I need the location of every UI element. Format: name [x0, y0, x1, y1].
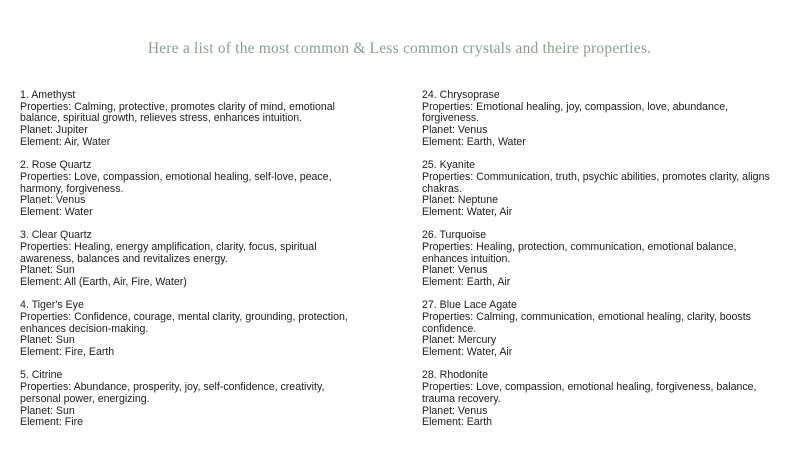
crystal-entry-citrine [20, 370, 360, 429]
crystal-entry-amethyst [20, 90, 360, 149]
crystal-properties: Properties: Emotional healing, joy, compassion, love, abundance, forgiveness. [422, 100, 729, 125]
crystal-properties: Properties: Love, compassion, emotional healing, self-love, peace, harmony, forgiveness. [20, 170, 332, 195]
crystal-element: Element: Fire [20, 416, 83, 429]
crystal-name: 25. Kyanite [422, 159, 476, 172]
crystal-name: 5. Citrine [20, 369, 63, 382]
crystal-name: 24. Chrysoprase [422, 89, 500, 101]
crystal-name: 2. Rose Quartz [20, 159, 92, 172]
crystal-planet: Planet: Venus [422, 264, 488, 277]
crystal-properties: Properties: Calming, protective, promotes clarity of mind, emotional balance, spiritual growth, relieves stress, enhances intuition. [20, 100, 335, 125]
left-column [20, 90, 360, 441]
crystal-name: 28. Rhodonite [422, 369, 488, 382]
crystal-planet: Planet: Sun [20, 334, 75, 347]
crystal-planet: Planet: Sun [20, 404, 75, 417]
crystal-entry-kyanite [422, 160, 782, 219]
crystal-name: 1. Amethyst [20, 89, 76, 101]
crystal-planet: Planet: Mercury [422, 334, 497, 347]
crystal-properties: Properties: Healing, energy amplification, clarity, focus, spiritual awareness, balances and revitalizes energy. [20, 240, 317, 265]
crystal-planet: Planet: Venus [422, 124, 488, 137]
crystal-element: Element: Fire, Earth [20, 346, 115, 359]
crystal-properties: Properties: Abundance, prosperity, joy, self-confidence, creativity, personal power, energizing. [20, 381, 325, 405]
crystal-planet: Planet: Venus [422, 404, 488, 417]
crystal-entry-tigers-eye [20, 300, 360, 359]
crystal-name: 27. Blue Lace Agate [422, 299, 517, 312]
crystal-planet: Planet: Jupiter [20, 124, 88, 137]
crystal-element: Element: Water [20, 205, 93, 218]
crystal-element: Element: Air, Water [20, 135, 111, 148]
crystal-entry-rose-quartz [20, 160, 360, 219]
crystal-entry-chrysoprase [422, 90, 782, 149]
crystal-entry-turquoise [422, 230, 782, 289]
crystal-planet: Planet: Sun [20, 264, 75, 277]
crystal-properties: Properties: Healing, protection, communication, emotional balance, enhances intuition. [422, 240, 737, 265]
right-column [422, 90, 782, 441]
crystal-entry-blue-lace-agate [422, 300, 782, 359]
crystal-element: Element: Water, Air [422, 346, 513, 359]
page-title: Here a list of the most common & Less common crystals and theire properties. [147, 40, 652, 57]
crystal-name: 26. Turquoise [422, 229, 487, 242]
crystal-element: Element: Earth, Water [422, 135, 526, 148]
crystal-entry-rhodonite [422, 370, 782, 429]
crystal-element: Element: Water, Air [422, 205, 513, 218]
crystal-name: 3. Clear Quartz [20, 229, 92, 242]
crystal-planet: Planet: Venus [20, 194, 86, 207]
crystal-element: Element: Earth [422, 416, 493, 429]
crystal-element: Element: All (Earth, Air, Fire, Water) [20, 276, 187, 289]
crystal-element: Element: Earth, Air [422, 276, 511, 289]
crystal-name: 4. Tiger's Eye [20, 299, 84, 312]
crystal-properties: Properties: Love, compassion, emotional healing, forgiveness, balance, trauma recovery. [422, 381, 757, 405]
crystal-properties: Properties: Calming, communication, emotional healing, clarity, boosts confidence. [422, 311, 751, 335]
crystal-planet: Planet: Neptune [422, 194, 498, 207]
crystal-properties: Properties: Communication, truth, psychic abilities, promotes clarity, aligns chakras. [422, 170, 770, 195]
crystal-entry-clear-quartz [20, 230, 360, 289]
crystal-properties: Properties: Confidence, courage, mental clarity, grounding, protection, enhances decision-making. [20, 311, 348, 335]
